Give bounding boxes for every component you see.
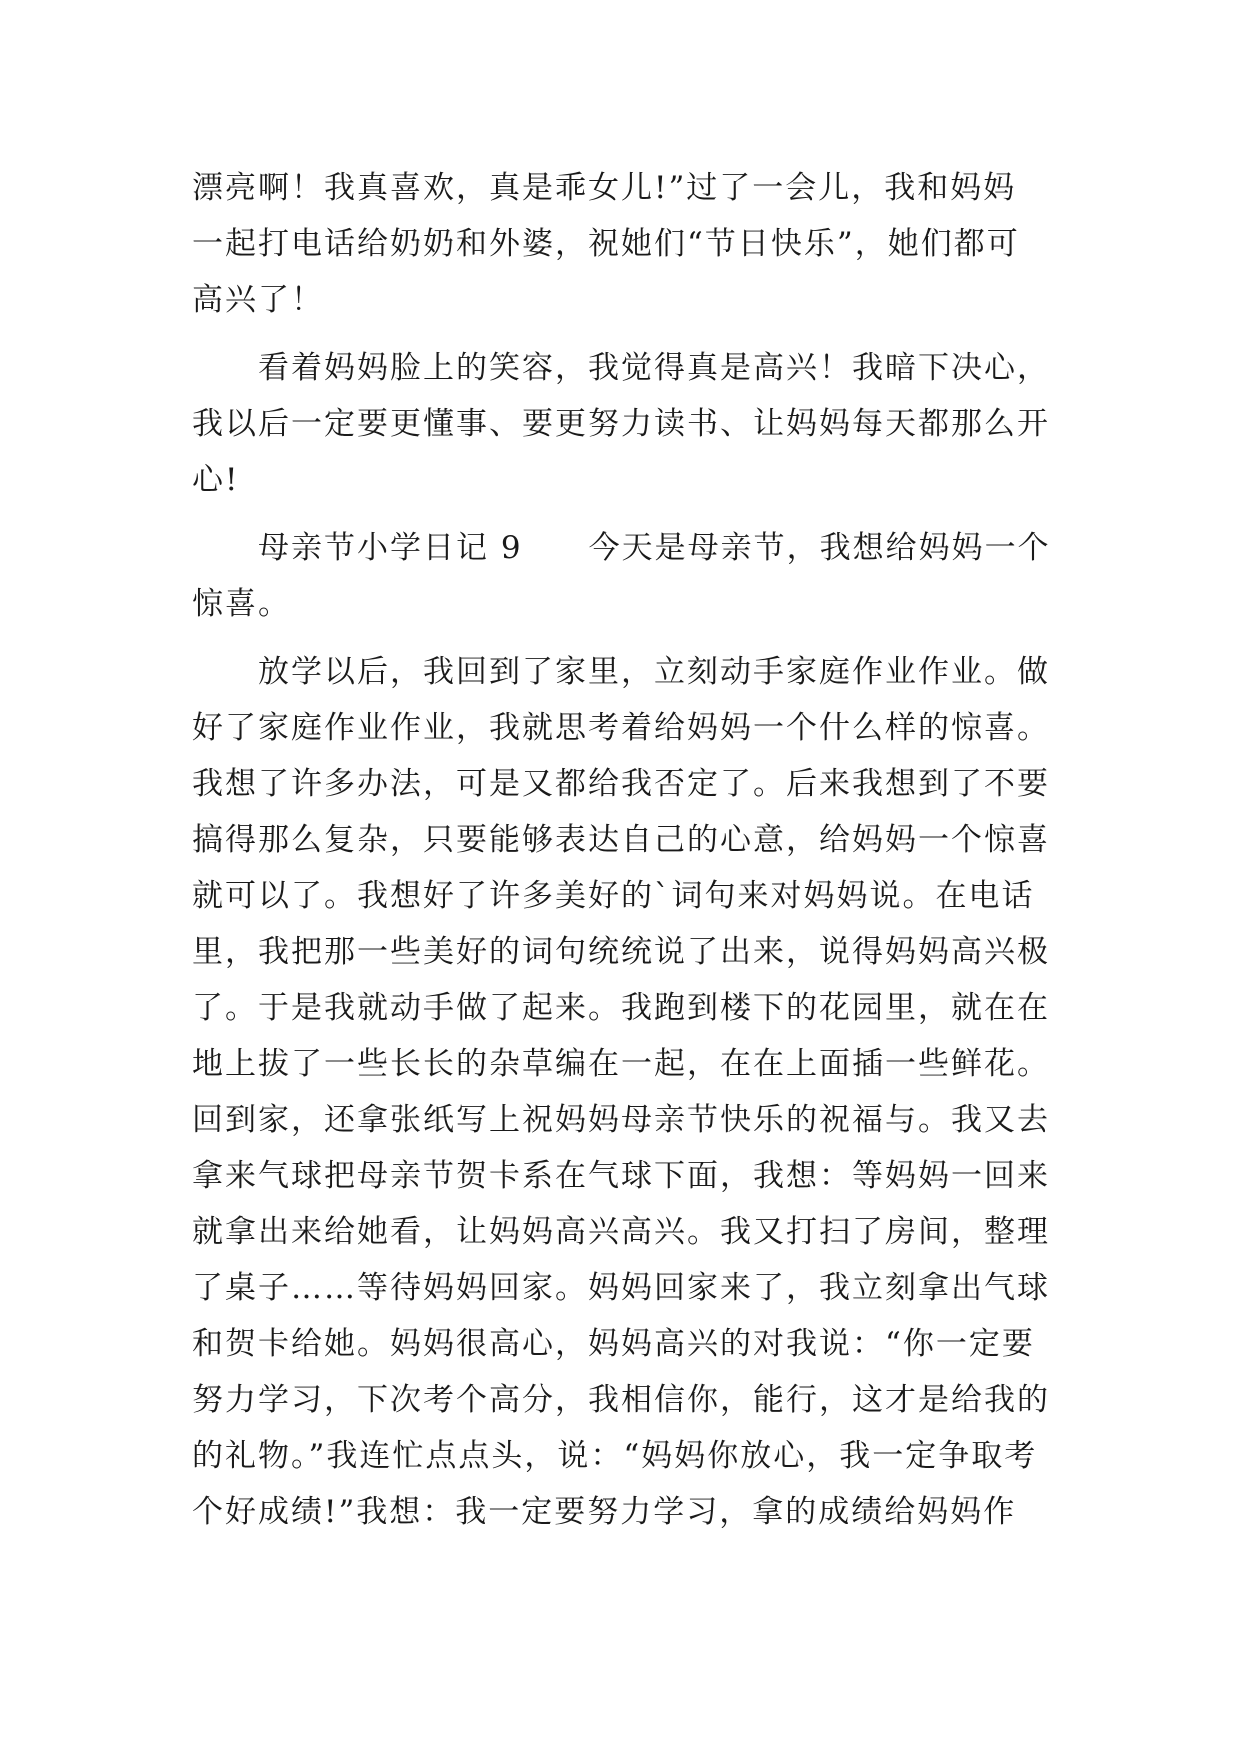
text-line: 好了家庭作业作业，我就思考着给妈妈一个什么样的惊喜。	[192, 710, 1050, 746]
text-line: 漂亮啊！我真喜欢，真是乖女儿!”过了一会儿，我和妈妈	[192, 170, 1017, 206]
text-line: 我以后一定要更懂事、要更努力读书、让妈妈每天都那么开	[192, 406, 1050, 442]
text-line: 的礼物。”我连忙点点头，说：“妈妈你放心，我一定争取考	[192, 1438, 1038, 1474]
paragraph-gap	[192, 508, 1052, 520]
text-line: 回到家，还拿张纸写上祝妈妈母亲节快乐的祝福与。我又去	[192, 1102, 1050, 1138]
paragraph-gap	[192, 328, 1052, 340]
text-line: 一起打电话给奶奶和外婆，祝她们“节日快乐”，她们都可	[192, 226, 1020, 262]
text-line: 拿来气球把母亲节贺卡系在气球下面，我想：等妈妈一回来	[192, 1158, 1050, 1194]
text-line: 就拿出来给她看，让妈妈高兴高兴。我又打扫了房间，整理	[192, 1214, 1050, 1250]
text-line: 了桌子……等待妈妈回家。妈妈回家来了，我立刻拿出气球	[192, 1270, 1050, 1306]
text-line: 心!	[192, 462, 240, 498]
text-line: 里，我把那一些美好的词句统统说了出来，说得妈妈高兴极	[192, 934, 1050, 970]
text-line: 努力学习，下次考个高分，我相信你，能行，这才是给我的	[192, 1382, 1050, 1418]
text-line: 看着妈妈脸上的笑容，我觉得真是高兴！我暗下决心，	[258, 350, 1050, 386]
diary-text	[192, 160, 1052, 1540]
text-line: 我想了许多办法，可是又都给我否定了。后来我想到了不要	[192, 766, 1050, 802]
text-line: 惊喜。	[192, 586, 291, 622]
text-line: 地上拔了一些长长的杂草编在一起，在在上面插一些鲜花。	[192, 1046, 1050, 1082]
diary-entry-title: 母亲节小学日记 9	[258, 530, 523, 566]
text-line: 和贺卡给她。妈妈很高心，妈妈高兴的对我说：“你一定要	[192, 1326, 1035, 1362]
text-line: 高兴了！	[192, 282, 324, 318]
diary-heading-line	[192, 520, 1052, 576]
text-line: 了。于是我就动手做了起来。我跑到楼下的花园里，就在在	[192, 990, 1050, 1026]
paragraph-gap	[192, 632, 1052, 644]
text-line: 搞得那么复杂，只要能够表达自己的心意，给妈妈一个惊喜	[192, 822, 1050, 858]
text-line: 放学以后，我回到了家里，立刻动手家庭作业作业。做	[258, 654, 1050, 690]
text-segment: 今天是母亲节，我想给妈妈一个	[588, 530, 1051, 566]
text-line: 就可以了。我想好了许多美好的`词句来对妈妈说。在电话	[192, 878, 1035, 914]
text-line: 个好成绩!”我想：我一定要努力学习，拿的成绩给妈妈作	[192, 1494, 1017, 1530]
